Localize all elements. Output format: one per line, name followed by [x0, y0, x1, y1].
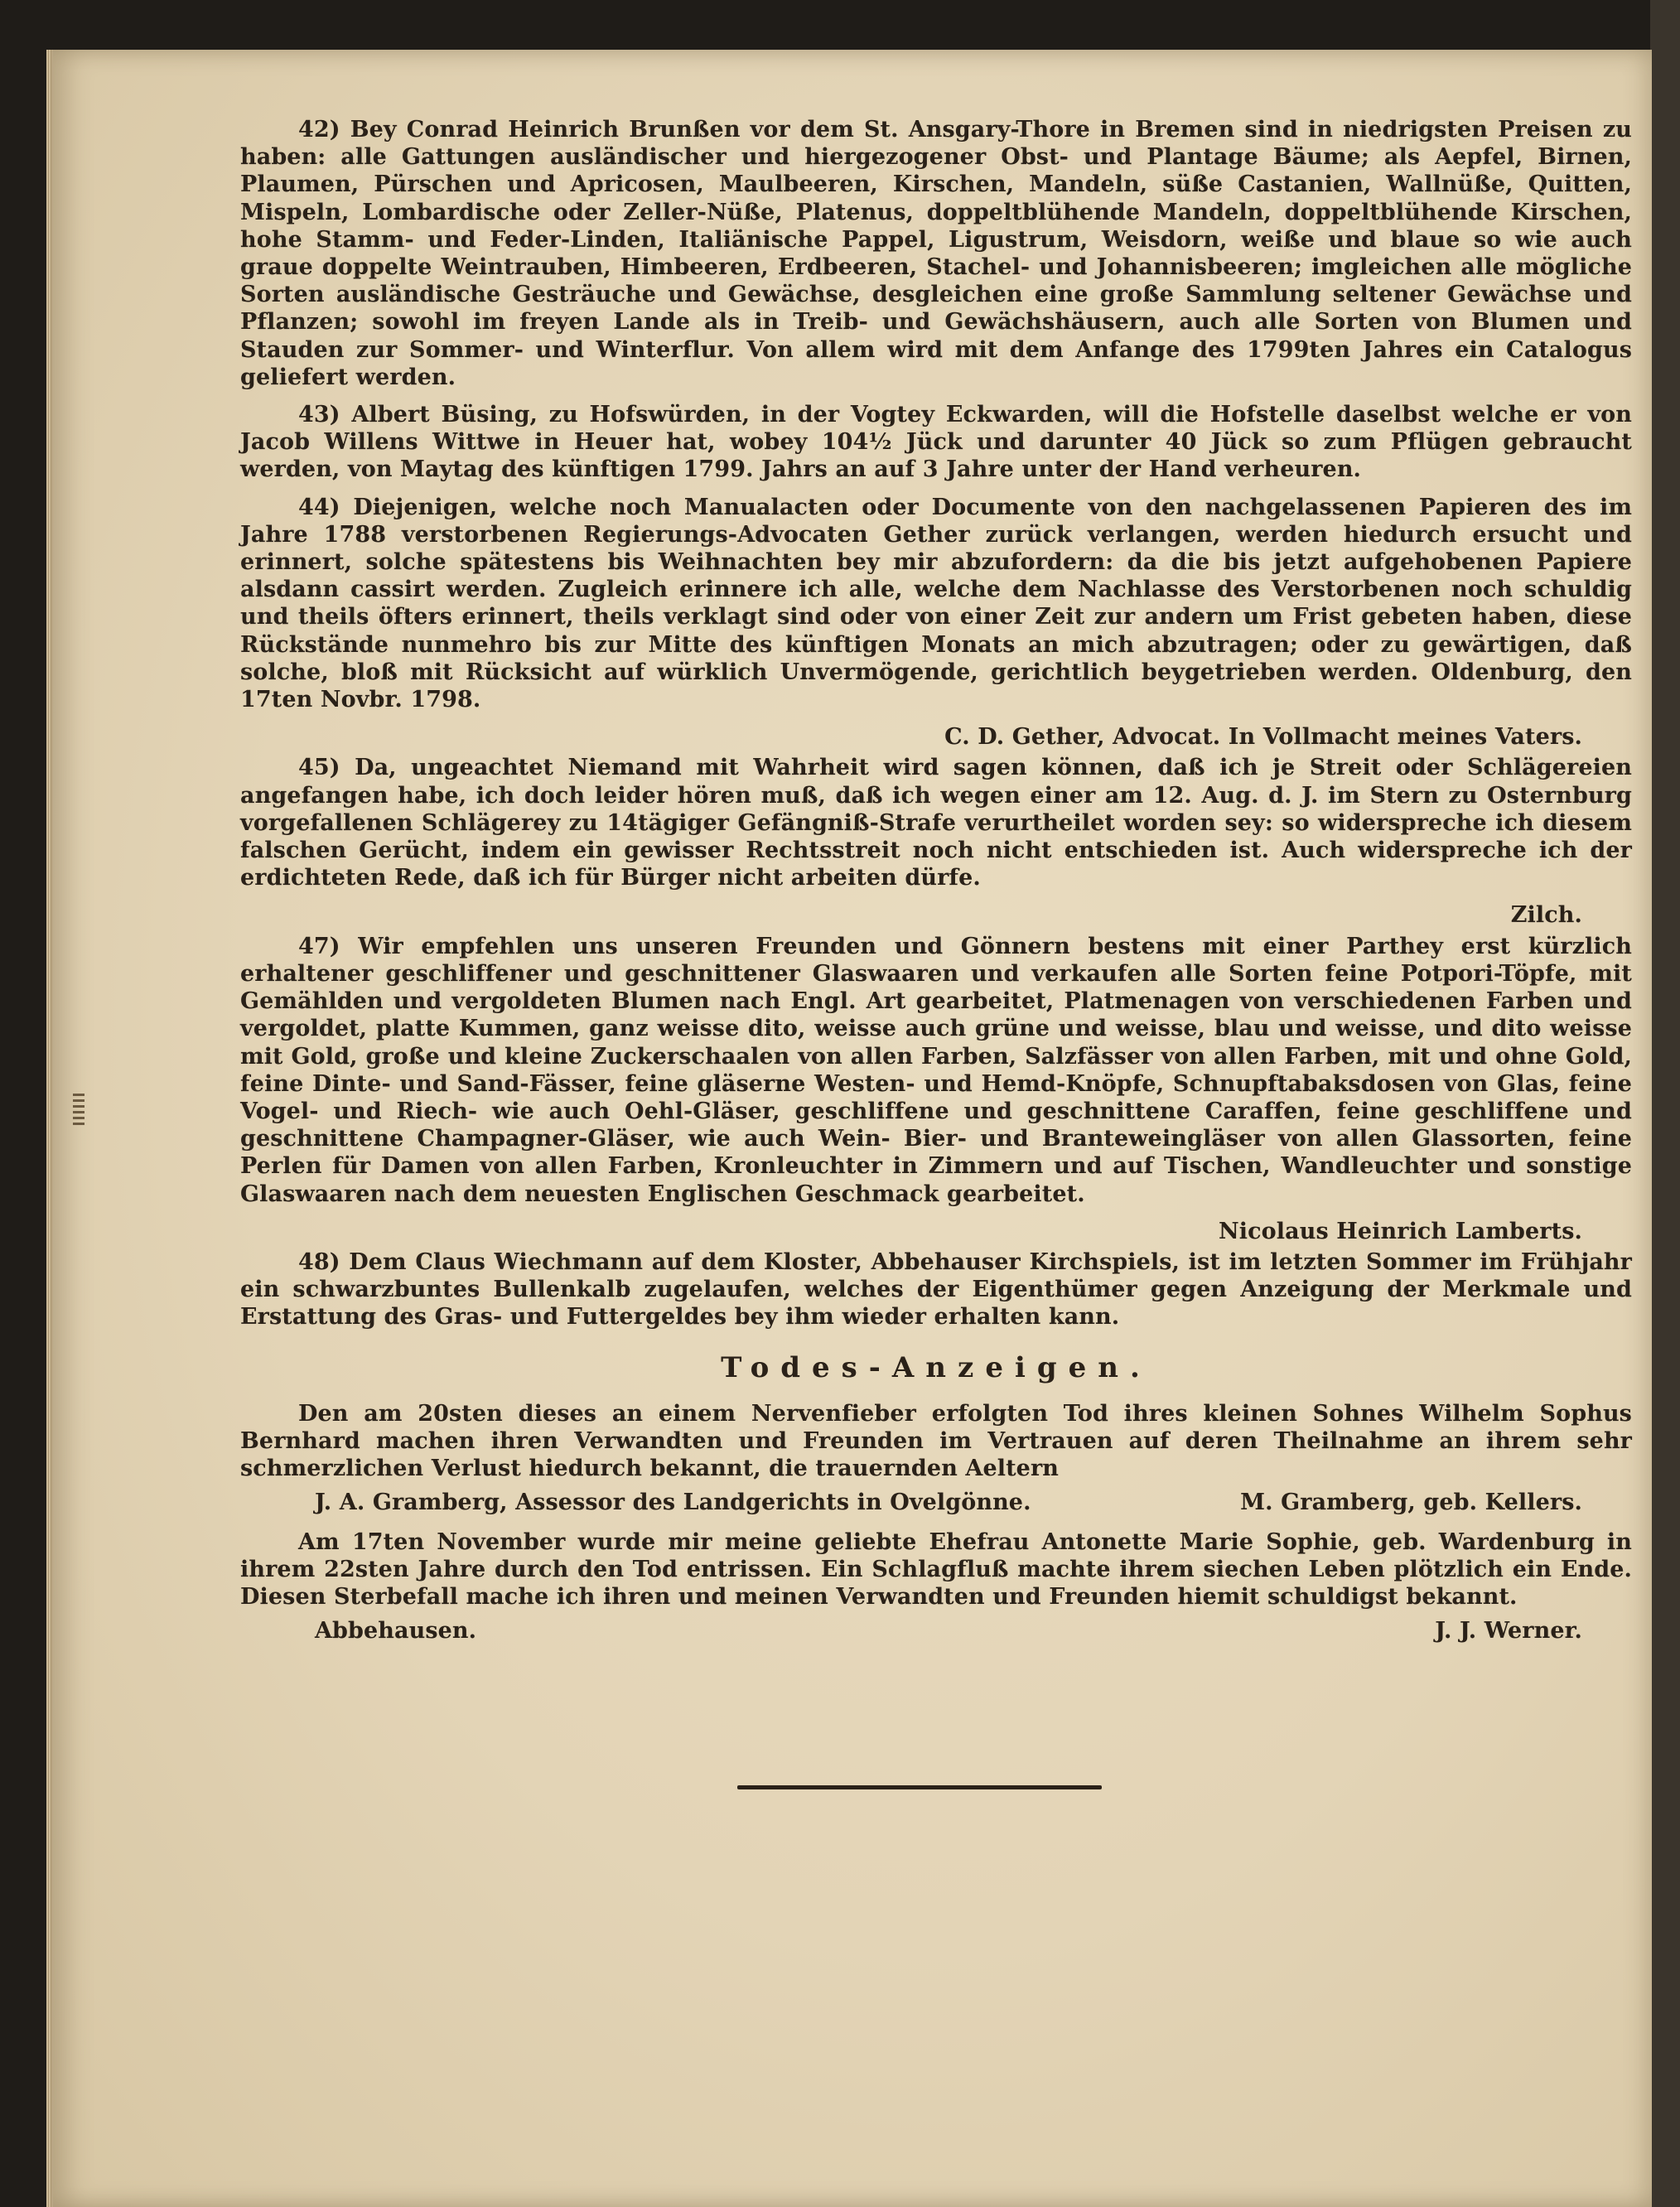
notice-44: 44) Diejenigen, welche noch Manualacten oder Documente von den nachgelassenen Papieren des im Jahre 1788 verstorbenen Regierungs-Advocaten Gether zurück verlangen, werden hiedurch ersucht und erinnert, solche spätestens bis Weihnachten bey mir abzufordern: da die bis jetzt aufgehobenen Papiere alsdann cassirt werden. Zugleich erinnere ich alle, welche dem Nachlasse des Verstorbenen noch schuldig und theils öfters erinnert, theils verklagt sind oder von einer Zeit zur andern um Frist gebeten haben, diese Rückstände nunmehro bis zur Mitte des künftigen Monats an mich abzutragen; oder zu gewärtigen, daß solche, bloß mit Rücksicht auf würklich Unvermögende, gerichtlich beygetrieben werden. Oldenburg, den 17ten Novbr. 1798. [240, 494, 1632, 713]
death-notice-2-signature-left: Abbehausen. [315, 1618, 477, 1644]
page-text [240, 116, 1632, 1656]
closing-rule [737, 1785, 1102, 1789]
death-notice-1: Den am 20sten dieses an einem Nervenfieber erfolgten Tod ihres kleinen Sohnes Wilhelm Sophus Bernhard machen ihren Verwandten und Freunden im Vertrauen auf deren Theilnahme an ihrem sehr schmerzlichen Verlust hiedurch bekannt, die trauernden Aeltern [240, 1400, 1632, 1482]
death-notices-heading: Todes-Anzeigen. [721, 1350, 1151, 1384]
notice-45: 45) Da, ungeachtet Niemand mit Wahrheit wird sagen können, daß ich je Streit oder Schlägereien angefangen habe, ich doch leider hören muß, daß ich wegen einer am 12. Aug. d. J. im Stern zu Osternburg vorgefallenen Schlägerey zu 14tägiger Gefängniß-Strafe verurtheilet worden sey: so widerspreche ich diesem falschen Gerücht, indem ein gewisser Rechtsstreit noch nicht entschieden ist. Auch widerspreche ich der erdichteten Rede, daß ich für Bürger nicht arbeiten dürfe. [240, 755, 1632, 891]
notice-43: 43) Albert Büsing, zu Hofswürden, in der Vogtey Eckwarden, will die Hofstelle daselbst welche er von Jacob Willens Wittwe in Heuer hat, wobey 104½ Jück und darunter 40 Jück so zum Pflügen gebraucht werden, von Maytag des künftigen 1799. Jahrs an auf 3 Jahre unter der Hand verheuren. [240, 402, 1632, 483]
death-notice-1-signature-right: M. Gramberg, geb. Kellers. [1240, 1490, 1582, 1516]
death-notice-1-signatures [315, 1489, 1582, 1516]
death-notice-2-signature-right: J. J. Werner. [1435, 1618, 1582, 1644]
scan-background-strip [1650, 0, 1680, 2207]
notice-47: 47) Wir empfehlen uns unseren Freunden und Gönnern bestens mit einer Parthey erst kürzlich erhaltener geschliffener und geschnittener Glaswaaren und verkaufen alle Sorten feine Potpori-Töpfe, mit Gemählden und vergoldeten Blumen nach Engl. Art gearbeitet, Platmenagen von verschiedenen Farben und vergoldet, platte Kummen, ganz weisse dito, weisse auch grüne und weisse, blau und weisse, und dito weisse mit Gold, große und kleine Zuckerschaalen von allen Farben, Salzfässer von allen Farben, mit und ohne Gold, feine Dinte- und Sand-Fässer, feine gläserne Westen- und Hemd-Knöpfe, Schnupftabaksdosen von Glas, feine Vogel- und Riech- wie auch Oehl-Gläser, geschliffene und geschnittene Caraffen, feine geschliffene und geschnittene Champagner-Gläser, wie auch Wein- Bier- und Branteweingläser von allen Glassorten, feine Perlen für Damen von allen Farben, Kronleuchter in Zimmern und auf Tischen, Wandleuchter und sonstige Glaswaaren nach dem neuesten Englischen Geschmack gearbeitet. [240, 933, 1632, 1207]
death-notice-2-signatures [315, 1617, 1582, 1644]
notice-42: 42) Bey Conrad Heinrich Brunßen vor dem St. Ansgary-Thore in Bremen sind in niedrigsten Preisen zu haben: alle Gattungen ausländischer und hiergezogener Obst- und Plantage Bäume; als Aepfel, Birnen, Plaumen, Pürschen und Apricosen, Maulbeeren, Kirschen, Mandeln, süße Castanien, Wallnüße, Quitten, Mispeln, Lombardische oder Zeller-Nüße, Platenus, doppeltblühende Mandeln, doppeltblühende Kirschen, hohe Stamm- und Feder-Linden, Italiänische Pappel, Ligustrum, Weisdorn, weiße und blaue so wie auch graue doppelte Weintrauben, Himbeeren, Erdbeeren, Stachel- und Johannisbeeren; imgleichen alle mögliche Sorten ausländische Gesträuche und Gewächse, desgleichen eine große Sammlung seltener Gewächse und Pflanzen; sowohl im freyen Lande als in Treib- und Gewächshäusern, auch alle Sorten von Blumen und Stauden zur Sommer- und Winterflur. Von allem wird mit dem Anfange des 1799ten Jahres ein Catalogus geliefert werden. [240, 117, 1632, 390]
death-notice-1-signature-left: J. A. Gramberg, Assessor des Landgerichts in Ovelgönne. [315, 1490, 1031, 1516]
notice-47-signature: Nicolaus Heinrich Lamberts. [1219, 1218, 1582, 1244]
notice-48: 48) Dem Claus Wiechmann auf dem Kloster, Abbehauser Kirchspiels, ist im letzten Sommer im Frühjahr ein schwarzbuntes Bullenkalb zugelaufen, welches der Eigenthümer gegen Anzeigung der Merkmale und Erstattung des Gras- und Futtergeldes bey ihm wieder erhalten kann. [240, 1248, 1632, 1330]
notice-45-signature: Zilch. [1510, 902, 1582, 929]
death-notice-2: Am 17ten November wurde mir meine geliebte Ehefrau Antonette Marie Sophie, geb. Wardenburg in ihrem 22sten Jahre durch den Tod entrissen. Ein Schlagfluß machte ihrem siechen Leben plötzlich ein Ende. Diesen Sterbefall mache ich ihren und meinen Verwandten und Freunden hiemit schuldigst bekannt. [240, 1528, 1632, 1610]
notice-44-signature: C. D. Gether, Advocat. In Vollmacht meines Vaters. [944, 724, 1582, 751]
margin-mark [73, 1094, 84, 1127]
